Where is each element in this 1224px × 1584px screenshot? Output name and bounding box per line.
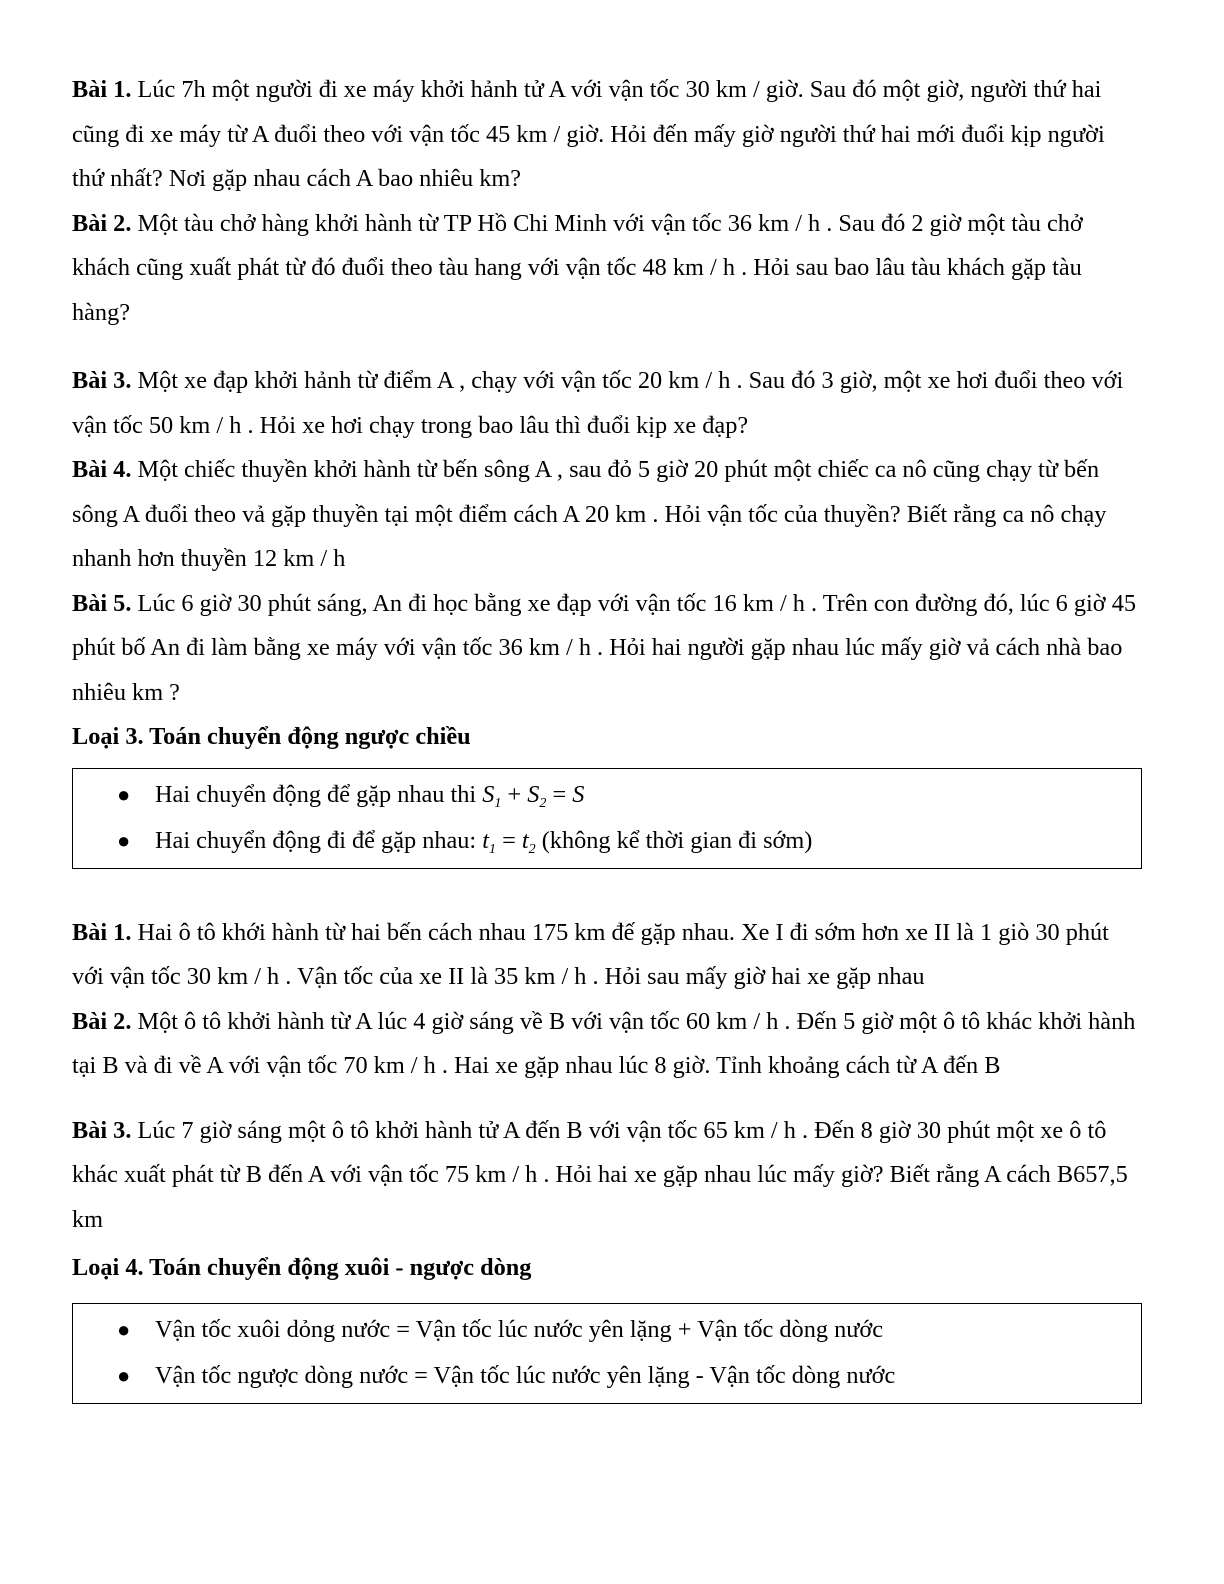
problem-1 xyxy=(72,68,1142,202)
bullet-icon: ● xyxy=(117,781,131,807)
formula-item xyxy=(73,818,1141,864)
section-heading-loai-4: Loại 4. Toán chuyển động xuôi - ngược dòng xyxy=(72,1254,532,1281)
formula-box-loai-4 xyxy=(72,1303,1142,1404)
formula-expression: $S_1 + S_2 = S$ xyxy=(482,780,585,811)
formula-text: Vận tốc xuôi dỏng nước = Vận tốc lúc nước yên lặng + Vận tốc dòng nước xyxy=(155,1315,884,1343)
bullet-icon: ● xyxy=(117,1362,131,1388)
problem-label: Bài 3. xyxy=(72,1116,132,1144)
formula-item xyxy=(73,1307,1141,1353)
formula-expression: $t_1 = t_2$ xyxy=(482,826,536,857)
problem-text: Một ô tô khởi hành từ A lúc 4 giờ sáng về B với vận tốc 60 km / h . Đến 5 giờ một ô tô khác khởi hành tại B và đi về A với vận tốc 70 km / h . Hai xe gặp nhau lúc 8 giờ. Tỉnh khoảng cách từ A đến B xyxy=(72,1007,1136,1079)
formula-text: Vận tốc ngược dòng nước = Vận tốc lúc nước yên lặng - Vận tốc dòng nước xyxy=(155,1361,896,1389)
formula-item xyxy=(73,1353,1141,1399)
problem-label: Bài 5. xyxy=(72,589,132,617)
problem-1 xyxy=(72,911,1142,1000)
bullet-icon: ● xyxy=(117,827,131,853)
problem-text: Lúc 6 giờ 30 phút sáng, An đi học bằng xe đạp với vận tốc 16 km / h . Trên con đường đó, lúc 6 giờ 45 phút bố An đi làm bằng xe máy với vận tốc 36 km / h . Hỏi hai người gặp nhau lúc mấy giờ vả cách nhà bao nhiêu km ? xyxy=(72,589,1137,706)
problem-label: Bài 2. xyxy=(72,1007,132,1035)
problem-label: Bài 3. xyxy=(72,367,132,394)
formula-note: (không kể thời gian đi sớm) xyxy=(535,826,813,854)
formula-item xyxy=(73,772,1141,818)
problem-text: Lúc 7 giờ sáng một ô tô khởi hành tử A đến B với vận tốc 65 km / h . Đến 8 giờ 30 phút một xe ô tô khác xuất phát từ B đến A với vận tốc 75 km / h . Hỏi hai xe gặp nhau lúc mấy giờ? Biết rằng A cách B657,5 km xyxy=(72,1116,1128,1233)
problem-5 xyxy=(72,582,1142,716)
problem-label: Bài 1. xyxy=(72,76,132,103)
problem-3 xyxy=(72,1109,1142,1243)
problem-text: Một xe đạp khởi hảnh từ điểm A , chạy với vận tốc 20 km / h . Sau đó 3 giờ, một xe hơi đuổi theo với vận tốc 50 km / h . Hỏi xe hơi chạy trong bao lâu thì đuổi kịp xe đạp? xyxy=(72,367,1124,439)
problem-2 xyxy=(72,1000,1142,1089)
section-heading-loai-3: Loại 3. Toán chuyển động ngược chiều xyxy=(72,723,471,750)
formula-text: Hai chuyển động để gặp nhau thi xyxy=(155,780,483,808)
problem-label: Bài 2. xyxy=(72,209,132,237)
problem-label: Bài 1. xyxy=(72,918,132,946)
problem-text: Lúc 7h một người đi xe máy khởi hảnh tử A với vận tốc 30 km / giờ. Sau đó một giờ, người thứ hai cũng đi xe máy từ A đuổi theo với vận tốc 45 km / giờ. Hỏi đến mấy giờ người thứ hai mới đuổi kịp người thứ nhất? Nơi gặp nhau cách A bao nhiêu km? xyxy=(72,76,1105,192)
problem-3 xyxy=(72,359,1142,448)
document-page xyxy=(72,68,1142,1404)
problem-2 xyxy=(72,202,1142,336)
problem-label: Bài 4. xyxy=(72,456,132,483)
formula-box-loai-3 xyxy=(72,768,1142,869)
formula-text: Hai chuyển động đi để gặp nhau: xyxy=(155,826,483,854)
bullet-icon: ● xyxy=(117,1316,131,1342)
problem-text: Một tàu chở hàng khởi hành từ TP Hồ Chi Minh với vận tốc 36 km / h . Sau đó 2 giờ một tàu chở khách cũng xuất phát từ đó đuổi theo tàu hang với vận tốc 48 km / h . Hỏi sau bao lâu tàu khách gặp tàu hàng? xyxy=(72,209,1083,326)
problem-text: Hai ô tô khới hành từ hai bến cách nhau 175 km đế gặp nhau. Xe I đi sớm hơn xe II là 1 giò 30 phút với vận tốc 30 km / h . Vận tốc của xe II là 35 km / h . Hỏi sau mấy giờ hai xe gặp nhau xyxy=(72,918,1109,990)
problem-4 xyxy=(72,448,1142,582)
problem-text: Một chiếc thuyền khởi hành từ bến sông A , sau đỏ 5 giờ 20 phút một chiếc ca nô cũng chạy từ bến sông A đuổi theo vả gặp thuyền tại một điểm cách A 20 km . Hỏi vận tốc của thuyền? Biết rằng ca nô chạy nhanh hơn thuyền 12 km / h xyxy=(72,456,1107,572)
